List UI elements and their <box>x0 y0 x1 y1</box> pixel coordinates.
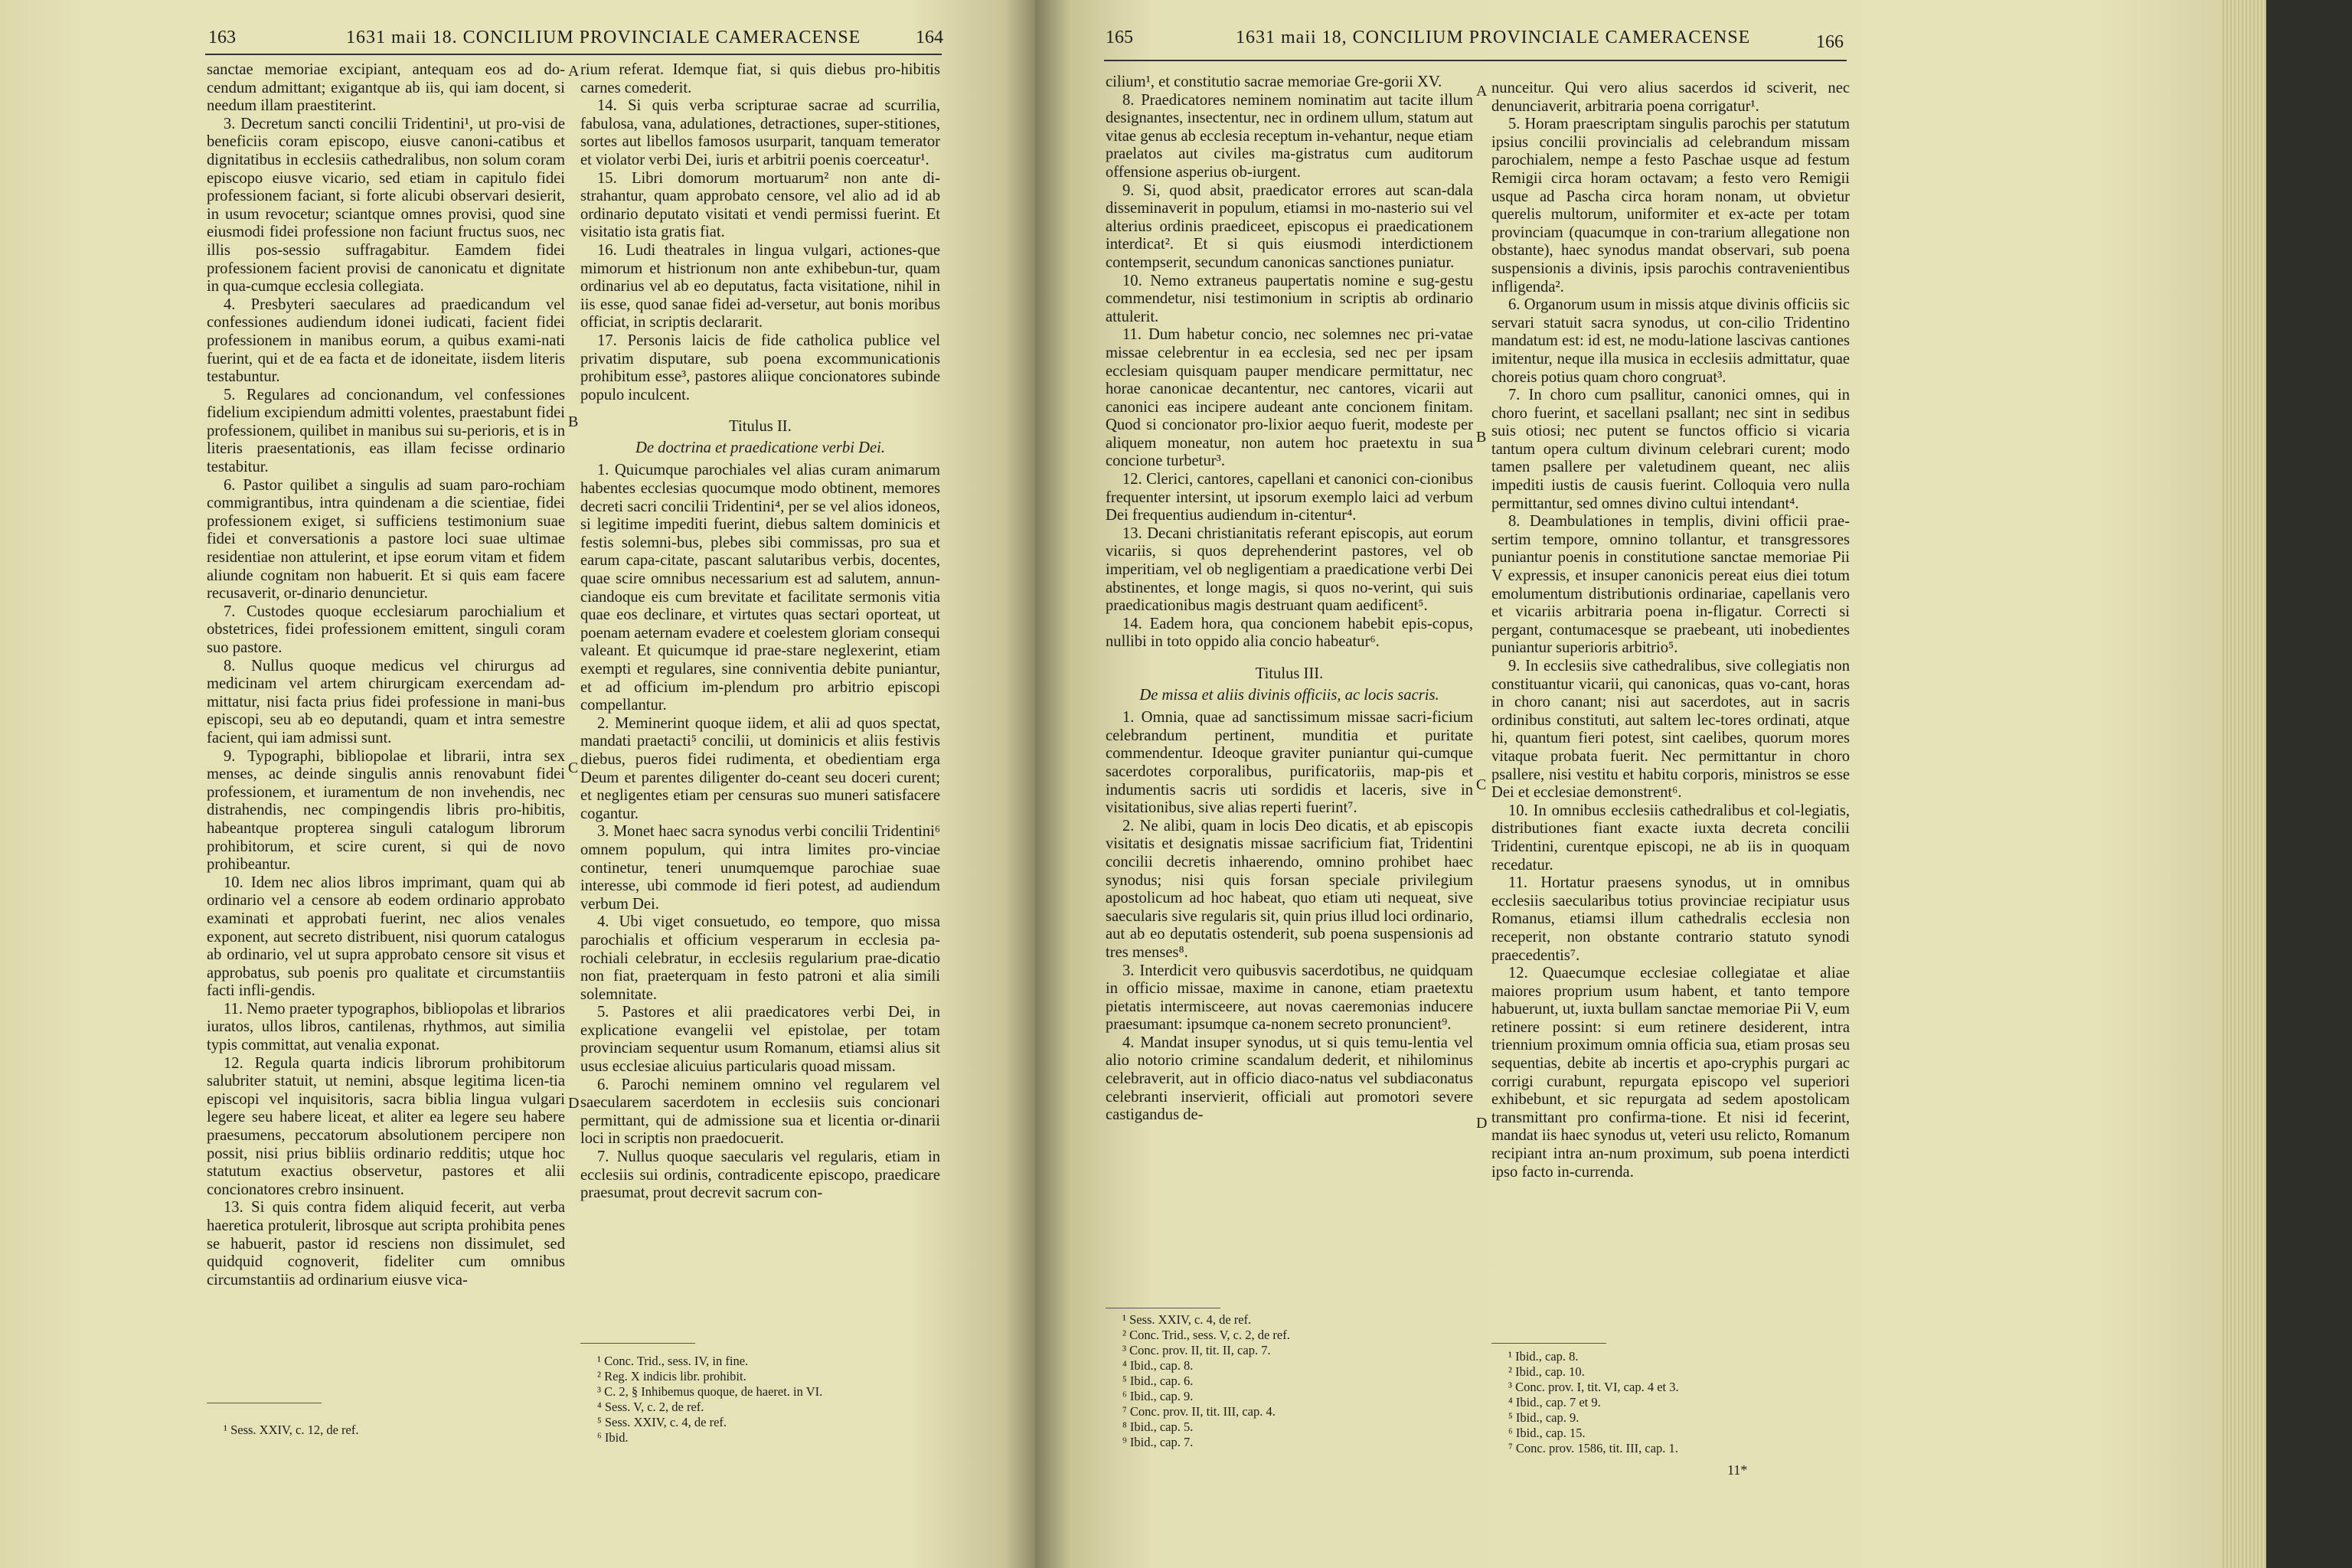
paragraph: cilium¹, et constitutio sacrae memoriae Gre-gorii XV. <box>1106 74 1442 90</box>
footnote: ¹ Sess. XXIV, c. 12, de ref. <box>224 1423 359 1437</box>
section-title: Titulus II. <box>729 418 792 436</box>
right-page-column-1 <box>1106 74 1473 1125</box>
paragraph: 14. Eadem hora, qua concionem habebit epis-copus, nullibi in toto oppido alia concio habeatur⁶. <box>1106 615 1473 651</box>
head-rule-left <box>205 54 942 55</box>
paragraph: sanctae memoriae excipiant, antequam eos ad do-cendum admittant; exigantque ab iis, qui iam docent, si needum illam praestiterint. <box>207 61 565 115</box>
footnote: ⁴ Ibid., cap. 8. <box>1122 1358 1194 1373</box>
paragraph: 6. Organorum usum in missis atque divinis officiis sic servari statuit sacra synodus, ut con-cilio Tridentino mandatum est: id est, ne modu-latione lascivas cantiones imitentur, neque illa musica in ecclesiis admittatur, quae choreis potius quam choro congruat³. <box>1491 296 1850 386</box>
paragraph: 9. Typographi, bibliopolae et librarii, intra sex menses, ac deinde singulis annis renovabunt fidei professionem, et iuramentum de non invehendis, nec distrahendis, nec compingendis libris pro-hibitis, habeantque propterea singuli catalogum librorum prohibitorum, et scire curent, si qui de novo prohibeantur. <box>207 747 565 874</box>
page-number-163: 163 <box>208 28 236 47</box>
paragraph: 8. Nullus quoque medicus vel chirurgus ad medicinam vel artem chirurgicam exercendam ad-mittatur, nisi facta prius fidei professione in mani-bus episcopi, seu ab eo deputandi, quam et intra semestre facient, qui iam admissi sunt. <box>207 657 565 746</box>
margin-letter-b: B <box>1476 429 1487 446</box>
left-page-column-2 <box>580 61 940 1203</box>
paragraph: 5. Horam praescriptam singulis parochis per statutum ipsius concilii provincialis ad celebrandum missam parochialem, nempe a festo Paschae usque ad festum Remigii circa horam octavam; a festo vero Remigii usque ad Pascha circa horam nonam, ut obvietur querelis multorum, uniformiter et ex-acte per totam provinciam (quacumque in con-trarium allegatione non obstante), haec synodus mandat observari, sub poena suspensionis a divinis, ipsis parochis contravenientibus infligenda². <box>1491 116 1850 296</box>
section-subtitle: De missa et aliis divinis officiis, ac locis sacris. <box>1139 686 1439 704</box>
footnote: ¹ Sess. XXIV, c. 4, de ref. <box>1122 1312 1252 1327</box>
paragraph: 2. Meminerint quoque iidem, et alii ad quos spectat, mandati praetacti⁵ concilii, ut dominicis et aliis festivis diebus, pueros fidei rudimenta, et obedientiam erga Deum et parentes diligenter do-ceant seu doceri curent; et negligentes etiam per censuras suo muneri satisfacere cogantur. <box>580 714 940 822</box>
margin-letter-d: D <box>1476 1115 1488 1132</box>
footnote: ⁷ Conc. prov. 1586, tit. III, cap. 1. <box>1508 1441 1678 1455</box>
paragraph: 1. Omnia, quae ad sanctissimum missae sacri-ficium celebrandum pertinent, munditia et puritate commendentur. Ideoque graviter puniantur qui-cumque sacerdotes corporalibus, purificatoriis, map-pis et indumentis sacris uti sordidis et laceris, sive in visitationibus, sive alias reperti fuerint⁷. <box>1106 709 1473 817</box>
paragraph: 9. Si, quod absit, praedicator errores aut scan-dala disseminaverit in populum, etiamsi in mo-nasterio sui vel alterius ordinis praediceet, episcopus ei praedicationem interdicat². Et si quis eiusmodi interdictionem contempserit, secundum canonicas sanctiones puniatur. <box>1106 181 1473 271</box>
footnote: ⁶ Ibid., cap. 9. <box>1122 1389 1194 1403</box>
paragraph: 7. In choro cum psallitur, canonici omnes, qui in choro fuerint, et sacellani psallant; nec sint in sedibus suis otiosi; nec putent se functos officio si vicaria tantum opera cultum divinum celebrari curent; modo tamen psallere per valetudinem queant, nec aliis impediti iustis de causis fuerint. Colloquia vero nulla permittantur, sed omnes divino cultui intendant⁴. <box>1491 387 1850 512</box>
left-page-column-1 <box>207 61 565 1289</box>
left-col1-footnotes <box>224 1423 359 1438</box>
footnote: ² Reg. X indicis libr. prohibit. <box>597 1369 746 1383</box>
paragraph: 5. Pastores et alii praedicatores verbi Dei, in explicatione evangelii vel epistolae, per totam provinciam sequentur usum Romanum, etiamsi alius sit usus ecclesiae alicuius particularis quoad missam. <box>580 1004 940 1076</box>
signature-mark: 11* <box>1727 1462 1748 1478</box>
paragraph: 4. Mandat insuper synodus, ut si quis temu-lentia vel alio notorio crimine scandalum dederit, et nihilominus celebraverit, aut in officio diaco-natus vel subdiaconatus celebranti inservierit, officiali aut promotori severe castigandus de- <box>1106 1034 1473 1124</box>
head-rule-right <box>1104 60 1847 61</box>
section-subtitle: De doctrina et praedicatione verbi Dei. <box>635 439 885 456</box>
footnote: ⁹ Ibid., cap. 7. <box>1122 1435 1194 1449</box>
footnote: ¹ Ibid., cap. 8. <box>1508 1349 1579 1364</box>
page-number-166: 166 <box>1816 32 1844 52</box>
paragraph: 7. Custodes quoque ecclesiarum parochialium et obstetrices, fidei professionem emittent, singuli coram suo pastore. <box>207 603 565 656</box>
footnote: ⁸ Ibid., cap. 5. <box>1122 1419 1194 1434</box>
margin-letter-c: C <box>1476 776 1487 793</box>
footnote: ³ C. 2, § Inhibemus quoque, de haeret. in VI. <box>597 1384 823 1399</box>
paragraph: 4. Presbyteri saeculares ad praedicandum vel confessiones audiendum idonei iudicati, facient fidei professionem in manibus eorum, a quibus exami-nati fuerint, qui et de ea facta et de idoneitate, iisdem literis testabuntur. <box>207 296 565 386</box>
paragraph: 2. Ne alibi, quam in locis Deo dicatis, et ab episcopis visitatis et designatis missae sacrificium fiat, Tridentini concilii decretis inhaerendo, omnino prohibet haec synodus; nisi quis forsan speciale privilegium apostolicum ad hoc habeat, quo etiam uti nequeat, sive saecularis sive regularis sit, quin prius illud loci ordinario, aut ab eo deputatis ostenderit, sub poena suspensionis ad tres menses⁸. <box>1106 817 1473 961</box>
running-head-left: 1631 maii 18. CONCILIUM PROVINCIALE CAMERACENSE <box>346 28 861 47</box>
footnote-rule <box>1491 1343 1606 1344</box>
paragraph: 3. Monet haec sacra synodus verbi concilii Tridentini⁶ omnem populum, qui intra limites pro-vinciae continetur, teneri unumquemque parochiae suae interesse, ubi commode id fieri potest, ad audiendum verbum Dei. <box>580 823 940 913</box>
margin-letter-a: A <box>568 63 580 80</box>
margin-letter-b: B <box>568 413 579 430</box>
paragraph: 8. Praedicatores neminem nominatim aut tacite illum designantes, insectentur, nec in ordinem ullum, statum aut vitae genus ab ecclesia receptum in-vehantur, neque etiam praelatos aut civiles ma-gistratus cum auditorum offensione asperius ob-iurgent. <box>1106 91 1473 181</box>
paragraph: 14. Si quis verba scripturae sacrae ad scurrilia, fabulosa, vana, adulationes, detractiones, super-stitiones, sortes aut libellos famosos usurparit, tanquam temerator et violator verbi Dei, iuris et arbitrii poenis coerceatur¹. <box>580 97 940 168</box>
running-head-right: 1631 maii 18, CONCILIUM PROVINCIALE CAMERACENSE <box>1236 28 1751 47</box>
paragraph: 4. Ubi viget consuetudo, eo tempore, quo missa parochialis et officium vesperarum in ecclesia pa-rochiali celebratur, in ecclesiis regularium prae-dicatio non fiat, praeterquam in festo patroni et alia simili solemnitate. <box>580 913 940 1003</box>
footnote: ¹ Conc. Trid., sess. IV, in fine. <box>597 1354 749 1368</box>
paragraph: 12. Clerici, cantores, capellani et canonici con-cionibus frequenter intersint, ut ipsorum exemplo laici ad verbum Dei frequentius audiendum in-citentur⁴. <box>1106 471 1473 524</box>
footnote: ⁷ Conc. prov. II, tit. III, cap. 4. <box>1122 1404 1276 1419</box>
footnote: ⁶ Ibid., cap. 15. <box>1508 1426 1586 1440</box>
paragraph: 10. Nemo extraneus paupertatis nomine e sug-gestu commendetur, nisi testimonium in scriptis ab ordinario attulerit. <box>1106 272 1473 325</box>
paragraph: 13. Decani christianitatis referant episcopis, aut eorum vicariis, si quos deprehenderint pastores, vel ob imperitiam, vel ob negligentiam a praedicatione verbi Dei abstinentes, et longe magis, si quos no-verint, qui suis praedicationibus magis destruant quam aedificent⁵. <box>1106 524 1473 615</box>
right-col2-footnotes <box>1508 1349 1679 1456</box>
paragraph: rium referat. Idemque fiat, si quis diebus pro-hibitis carnes comederit. <box>580 61 940 96</box>
paragraph: 13. Si quis contra fidem aliquid fecerit, aut verba haeretica protulerit, librosque aut scripta prohibita penes se habuerit, pastor id resciens non dissimulet, sed quidquid cognoverit, fideliter cum omnibus circumstantiis ad ordinarium eiusve vica- <box>207 1199 565 1289</box>
page-number-165: 165 <box>1106 28 1133 47</box>
paragraph: 12. Regula quarta indicis librorum prohibitorum salubriter statuit, ut nemini, absque legitima licen-tia episcopi vel inquisitoris, sacra biblia lingua vulgari legere seu habere liceat, et aliter ea legere seu habere praesumens, peccatorum absolutionem percipere non possit, nisi prius bibliis ordinario redditis; utque hoc statutum exactius observetur, pastores et alii concionatores crebro insinuent. <box>207 1054 565 1198</box>
paragraph: 3. Interdicit vero quibusvis sacerdotibus, ne quidquam in officio missae, maxime in canone, etiam praetextu pietatis intermisceere, aut novas caeremonias inducere praesumant: ipsumque ca-nonem secreto pronuncient⁹. <box>1106 962 1473 1034</box>
footnote: ² Conc. Trid., sess. V, c. 2, de ref. <box>1122 1328 1290 1342</box>
margin-letter-c: C <box>568 760 579 776</box>
margin-letter-a: A <box>1476 83 1488 100</box>
footnote-rule <box>580 1343 695 1344</box>
paragraph: 15. Libri domorum mortuarum² non ante di-strahantur, quam approbato censore, vel alio ad id ab ordinario deputato visitati et vendi permissi fuerint. Et visitatio ista gratis fiat. <box>580 169 940 241</box>
footnote: ³ Conc. prov. I, tit. VI, cap. 4 et 3. <box>1508 1380 1679 1394</box>
page-number-164: 164 <box>916 28 943 47</box>
paragraph: 3. Decretum sancti concilii Tridentini¹, ut pro-visi de beneficiis coram episcopo, eiusve canoni-catibus et dignitatibus in ecclesiis cathedralibus, non solum coram episcopo eiusve vicario, sed etiam in capitulo fidei professionem faciant, si forte alicubi observari desierit, in usum revocetur; sciantque omnes provisi, quod sine eiusmodi fidei professione non faciunt fructus suos, nec illis pos-sessio suffragabitur. Eamdem fidei professionem facient provisi de canonicatu et dignitate in qua-cumque ecclesia collegiata. <box>207 115 565 296</box>
paragraph: 8. Deambulationes in templis, divini officii prae-sertim tempore, omnino tollantur, et transgressores puniantur poenis in constitutione sanctae memoriae Pii V expressis, et insuper canonicis pereat eius diei totum emolumentum distributionis ordinariae, capellanis vero et vicariis arbitraria poena in-fligatur. Correcti si pergant, contumacesque se praebeant, uti inobedientes puniantur superioris arbitrio⁵. <box>1491 513 1850 657</box>
paragraph: 6. Pastor quilibet a singulis ad suam paro-rochiam commigrantibus, intra quindenam a die scientiae, fidei professionem exiget, si sufficiens testimonium suae fidei et conversationis a pastore loci suae ultimae residentiae non attulerint, et ipse eorum vitam et fidem aliunde cognitam non habuerit. Et si quis eam facere recusaverit, or-dinario denuncietur. <box>207 476 565 603</box>
paragraph: 17. Personis laicis de fide catholica publice vel privatim disputare, sub poena excommunicationis prohibitum esse³, pastores aliique concionatores subinde populo inculcent. <box>580 332 940 403</box>
paragraph: 7. Nullus quoque saecularis vel regularis, etiam in ecclesiis sui ordinis, contradicente episcopo, praedicare praesumat, prout decrevit sacrum con- <box>580 1148 940 1202</box>
footnote: ⁴ Sess. V, c. 2, de ref. <box>597 1400 704 1414</box>
paragraph: 1. Quicumque parochiales vel alias curam animarum habentes ecclesias quocumque modo obtinent, memores decreti sacri concilii Tridentini⁴, per se vel alios idoneos, si legitime impediti fuerint, diebus saltem dominicis et festis solemni-bus, plebes sibi commissas, pro sua et earum capa-citate, pascant salutaribus verbis, docentes, quae scire omnibus necessarium est ad salutem, annun-ciandoque eis cum brevitate et facilitate sermonis vitia quae eos declinare, et virtutes quas sectari oporteat, ut poenam aeternam evadere et coelestem gloriam consequi valeant. Et quicumque id prae-stare neglexerint, etiam exempti et regulares, sine conniventia debite puniantur, et ad officium im-plendum pro arbitrio episcopi compellantur. <box>580 462 941 714</box>
footnote: ² Ibid., cap. 10. <box>1508 1364 1585 1379</box>
left-page <box>0 0 1035 1568</box>
right-page-column-2 <box>1491 80 1850 1181</box>
right-col1-footnotes <box>1122 1312 1290 1450</box>
paragraph: 11. Nemo praeter typographos, bibliopolas et librarios iuratos, ullos libros, cantilenas, rhythmos, aut similia typis committat, aut venalia exponat. <box>207 1000 565 1054</box>
paragraph: 9. In ecclesiis sive cathedralibus, sive collegiatis non constituantur vicarii, qui canonicas, quas vo-cant, horas in choro canant; nisi aut sacerdotes, aut in sacris ordinibus constituti, aut saltem lec-tores ordinati, atque hi, quantum fieri potest, sint caelibes, quorum mores vitaque probata fuerit. Nec permittantur in choro psallere, nisi vestitu et habitu corporis, ministros se esse Dei et ecclesiae demonstrent⁶. <box>1491 658 1850 802</box>
page-edges <box>2220 0 2266 1568</box>
paragraph: nunceitur. Qui vero alius sacerdos id sciverit, nec denunciaverit, arbitraria poena corrigatur¹. <box>1491 80 1850 115</box>
section-title: Titulus III. <box>1255 665 1324 682</box>
left-col2-footnotes <box>597 1354 822 1446</box>
margin-letter-d: D <box>568 1095 580 1112</box>
footnote: ⁵ Ibid., cap. 9. <box>1508 1410 1579 1425</box>
paragraph: 10. In omnibus ecclesiis cathedralibus et col-legiatis, distributiones fiant exacte iuxta decreta concilii Tridentini, curentque episcopi, ne ab iis in quoquam recedatur. <box>1491 802 1850 874</box>
paragraph: 16. Ludi theatrales in lingua vulgari, actiones-que mimorum et histrionum non ante exhibebun-tur, quam ordinarius vel ab eo deputatus, facta visitatione, nihil in iis esse, quod sanae fidei ad-versetur, aut bonis moribus officiat, in scriptis declararit. <box>580 241 940 332</box>
paragraph: 12. Quaecumque ecclesiae collegiatae et aliae maiores proprium usum habent, et tanto tempore habuerunt, ut, iuxta bullam sanctae memoriae Pii V, eum retinere possint: si eum retinere desiderent, intra triennium proximum omnia officia sua, etiam prosas seu sequentias, debite ab incertis et apo-cryphis purgari ac corrigi curabunt, repurgata episcopo vel superiori exhibebunt, et sic repurgata ad sedem apostolicam transmittant pro confirma-tione. Et nisi id fecerint, mandat iis haec synodus ut, veteri usu relicto, Romanum recipiant intra an-num proximum, sub poena interdicti ipso facto in-currenda. <box>1491 965 1850 1181</box>
footnote: ⁵ Sess. XXIV, c. 4, de ref. <box>597 1415 727 1429</box>
footnote: ³ Conc. prov. II, tit. II, cap. 7. <box>1122 1343 1271 1357</box>
footnote: ⁵ Ibid., cap. 6. <box>1122 1374 1194 1388</box>
right-page <box>1035 0 2220 1568</box>
paragraph: 11. Hortatur praesens synodus, ut in omnibus ecclesiis saecularibus totius provinciae recipiatur usus Romanus, etiamsi illum cathedralis ecclesia non receperit, non obstante contrario statuto synodi praecedentis⁷. <box>1491 874 1850 964</box>
paragraph: 11. Dum habetur concio, nec solemnes nec pri-vatae missae celebrentur in ea ecclesia, sed nec per ipsam ecclesiam quisquam pauper mendicare permittatur, nec horae canonicae decantentur, nec cantores, vicarii aut canonici eas incipere audeant ante concionem finitam. Quod si concionator pro-lixior aequo fuerit, modeste per aliquem moneatur, non autem hoc praetextu in sua concione turbetur³. <box>1106 326 1473 470</box>
background-edge <box>2266 0 2352 1568</box>
paragraph: 6. Parochi neminem omnino vel regularem vel saecularem sacerdotem in ecclesiis suis concionari permittant, qui de admissione sua et licentia or-dinarii loci in scriptis non praedocuerit. <box>580 1076 940 1148</box>
footnote: ⁶ Ibid. <box>597 1430 629 1445</box>
footnote: ⁴ Ibid., cap. 7 et 9. <box>1508 1395 1601 1410</box>
paragraph: 5. Regulares ad concionandum, vel confessiones fidelium excipiendum admitti volentes, praestabunt fidei professionem, quilibet in manibus sui su-perioris, et is in literis praesentationis, eas illam fecisse ordinario testabitur. <box>207 386 565 476</box>
paragraph: 10. Idem nec alios libros imprimant, quam qui ab ordinario vel a censore ab eodem ordinario approbato examinati et approbati fuerint, nec alios venales exponent, aut secreto distribuent, nisi quorum catalogus ab ordinario, vel ut supra approbato censore sit visus et approbatus, sub poenis pro qualitate et circumstantiis facti infli-gendis. <box>207 874 565 1000</box>
